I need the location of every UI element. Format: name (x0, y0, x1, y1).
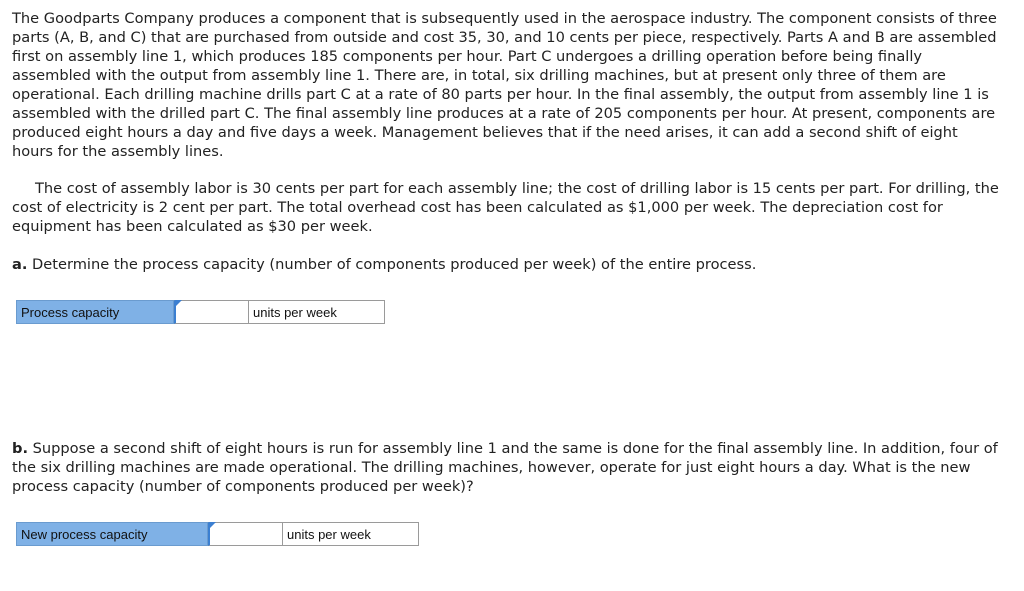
question-a-text: Determine the process capacity (number of components produced per week) of the entire process. (32, 256, 757, 273)
process-capacity-label: Process capacity (16, 300, 174, 324)
question-b-marker: b. (12, 440, 28, 457)
new-process-capacity-unit: units per week (283, 522, 419, 546)
new-process-capacity-input[interactable] (210, 523, 282, 545)
process-capacity-input[interactable] (176, 301, 248, 323)
process-capacity-input-cell[interactable] (174, 300, 249, 324)
problem-paragraph-2: The cost of assembly labor is 30 cents per part for each assembly line; the cost of drilling labor is 15 cents per part. For drilling, the cost of electricity is 2 cent per part. The total overhead cost has been calculated as $1,000 per week. The depreciation cost for equipment has been calculated as $30 per week. (12, 180, 999, 235)
question-b (12, 439, 1002, 496)
answer-row-b (16, 522, 419, 546)
question-b-text: Suppose a second shift of eight hours is run for assembly line 1 and the same is done for the final assembly line. In addition, four of the six drilling machines are made operational. The drilling machines, however, operate for just eight hours a day. What is the new process capacity (number of components produced per week)? (12, 440, 998, 495)
input-marker-icon (175, 300, 182, 307)
process-capacity-unit: units per week (249, 300, 385, 324)
new-process-capacity-label: New process capacity (16, 522, 208, 546)
input-marker-icon (209, 522, 216, 529)
question-a-marker: a. (12, 256, 28, 273)
question-a (12, 255, 1002, 274)
problem-paragraph-1: The Goodparts Company produces a component that is subsequently used in the aerospace industry. The component consists of three parts (A, B, and C) that are purchased from outside and cost 35, 30, and 10 cents per piece, respectively. Parts A and B are assembled first on assembly line 1, which produces 185 components per hour. Part C undergoes a drilling operation before being finally assembled with the output from assembly line 1. There are, in total, six drilling machines, but at present only three of them are operational. Each drilling machine drills part C at a rate of 80 parts per hour. In the final assembly, the output from assembly line 1 is assembled with the drilled part C. The final assembly line produces at a rate of 205 components per hour. At present, components are produced eight hours a day and five days a week. Management believes that if the need arises, it can add a second shift of eight hours for the assembly lines. (12, 10, 997, 160)
new-process-capacity-input-cell[interactable] (208, 522, 283, 546)
answer-row-a (16, 300, 385, 324)
